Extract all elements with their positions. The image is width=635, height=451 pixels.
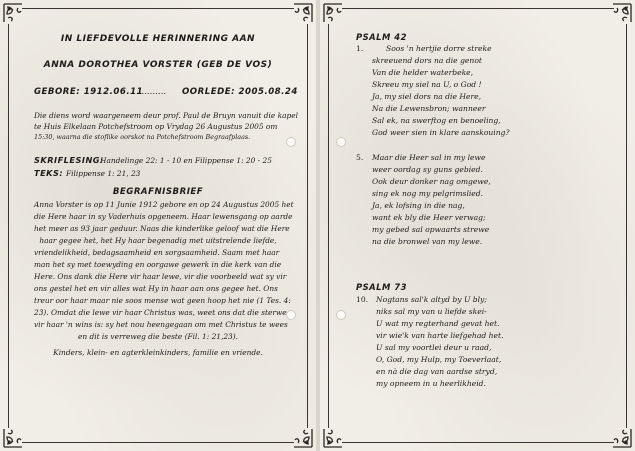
- scripture-value: Handelinge 22: 1 - 10 en Filippense 1: 20 - 25: [100, 156, 272, 165]
- obituary-line: en dit is verreweg die beste (Fil. 1: 21,23).: [78, 332, 238, 341]
- obituary-line: man het sy met toewyding en oorgawe gewerk in die kerk van die: [34, 260, 282, 269]
- corner-ornament-icon: [322, 427, 344, 449]
- service-line: Die diens word waargeneem deur prof. Paul de Bruyn vanuit die kapel: [34, 111, 298, 120]
- corner-ornament-icon: [292, 427, 314, 449]
- obituary-line: haar gegee het, het Hy haar begenadig met uitstrelende liefde,: [39, 236, 277, 245]
- verse-line: Soos 'n hertjie dorre streke: [386, 44, 492, 53]
- verse-line: sing ek nog my pelgrimslied.: [372, 189, 484, 198]
- right-page: [320, 0, 635, 451]
- corner-ornament-icon: [611, 427, 633, 449]
- verse-line: Maar die Heer sal in my lewe: [372, 153, 486, 162]
- service-line: 15:30, waarna die stoflike oorskot na Potchefstroom Begraafplaas.: [34, 133, 251, 141]
- psalm-42-title: PSALM 42: [356, 32, 407, 42]
- verse-line: my gebed sal opwaarts strewe: [372, 225, 490, 234]
- verse-line: Na die Lewensbron; wanneer: [372, 104, 486, 113]
- obituary-line: Here. Ons dank die Here vir haar lewe, vir die voorbeeld wat sy vir: [34, 272, 287, 281]
- verse-line: my opneem in u heerlikheid.: [376, 379, 486, 388]
- verse-line: O, God, my Hulp, my Toeverlaat,: [376, 355, 502, 364]
- family-line: Kinders, klein- en agterkleinkinders, familie en vriende.: [53, 348, 263, 357]
- punch-hole: [286, 137, 296, 147]
- verse-line: Van die helder waterbeke,: [372, 68, 474, 77]
- verse-line: Skreeu my siel na U, o God !: [372, 80, 482, 89]
- obituary-line: vir haar 'n wins is: sy het nou heengegaan om met Christus te wees: [34, 320, 288, 329]
- obituary-line: Anna Vorster is op 11 Junie 1912 gebore en op 24 Augustus 2005 het: [34, 200, 294, 209]
- scripture-label: SKRIFLESING:: [34, 155, 104, 165]
- verse-line: na die bronwel van my lewe.: [372, 237, 483, 246]
- birth-date: GEBORE: 1912.06.11: [34, 87, 144, 97]
- verse-line: U wat my regterhand gevat het.: [376, 319, 500, 328]
- verse-line: en nà die dag van aardse stryd,: [376, 367, 498, 376]
- obituary-line: 23). Omdat die lewe vir haar Christus was, weet ons dat die sterwe: [34, 308, 287, 317]
- frame-top-line: [342, 8, 614, 9]
- verse-line: weer oordag sy guns gebied.: [372, 165, 483, 174]
- verse-line: niks sal my van u liefde skei-: [376, 307, 487, 316]
- obituary-line: ons gestel het en vir alles wat Hy in haar aan ons gegee het. Ons: [34, 284, 278, 293]
- verse-line: Nogtans sal'k altyd by U bly;: [376, 295, 487, 304]
- verse-line: Ja, my siel dors na die Here,: [372, 92, 482, 101]
- frame-top-line: [22, 8, 294, 9]
- corner-ornament-icon: [2, 427, 24, 449]
- date-separator: ...........: [136, 87, 167, 97]
- obituary-line: treur oor haar maar nie soos mense wat geen hoop het nie (1 Tes. 4:: [34, 296, 291, 305]
- verse-line: God weer sien in klare aanskouing?: [372, 128, 510, 137]
- obituary-line: die Here haar in sy Vaderhuis opgeneem. Haar lewensgang op aarde: [34, 212, 293, 221]
- verse-line: vir wie'k van harte liefgehad het.: [376, 331, 504, 340]
- verse-line: U sal my voortlei deur u raad,: [376, 343, 492, 352]
- corner-ornament-icon: [2, 2, 24, 24]
- corner-ornament-icon: [322, 2, 344, 24]
- verse-number: 1.: [356, 44, 364, 53]
- frame-right-line: [626, 24, 627, 428]
- death-date: OORLEDE: 2005.08.24: [182, 87, 298, 97]
- obituary-line: het meer as 93 jaar geduur. Naas die kinderlike geloof wat die Here: [34, 224, 290, 233]
- punch-hole: [286, 310, 296, 320]
- verse-line: Ook deur donker nag omgewe,: [372, 177, 491, 186]
- frame-right-line: [307, 24, 308, 428]
- corner-ornament-icon: [292, 2, 314, 24]
- verse-line: Ja, ek lofsing in die nag,: [372, 201, 465, 210]
- obituary-title: BEGRAFNISBRIEF: [112, 187, 204, 197]
- verse-line: skreeuend dors na die genot: [372, 56, 482, 65]
- obituary-line: vriendelikheid, bedagsaamheid en sorgsaamheid. Saam met haar: [34, 248, 280, 257]
- corner-ornament-icon: [611, 2, 633, 24]
- punch-hole: [336, 137, 346, 147]
- text-value: Filippense 1: 21, 23: [66, 169, 141, 178]
- psalm-73-title: PSALM 73: [356, 282, 407, 292]
- verse-number: 10.: [356, 295, 369, 304]
- left-page: [0, 0, 316, 451]
- frame-left-line: [328, 24, 329, 428]
- frame-left-line: [8, 24, 9, 428]
- deceased-name: ANNA DOROTHEA VORSTER (GEB DE VOS): [43, 60, 273, 70]
- service-line: te Huis Elkelaan Potchefstroom op Vrydag 26 Augustus 2005 om: [34, 122, 278, 131]
- punch-hole: [336, 310, 346, 320]
- frame-bottom-line: [22, 442, 294, 443]
- verse-line: Sal ek, na swerftog en benoeling,: [372, 116, 501, 125]
- memorial-heading: IN LIEFDEVOLLE HERINNERING AAN: [60, 34, 256, 44]
- text-label: TEKS:: [34, 168, 64, 178]
- verse-line: want ek bly die Heer verwag;: [372, 213, 486, 222]
- verse-number: 5.: [356, 153, 364, 162]
- frame-bottom-line: [342, 442, 614, 443]
